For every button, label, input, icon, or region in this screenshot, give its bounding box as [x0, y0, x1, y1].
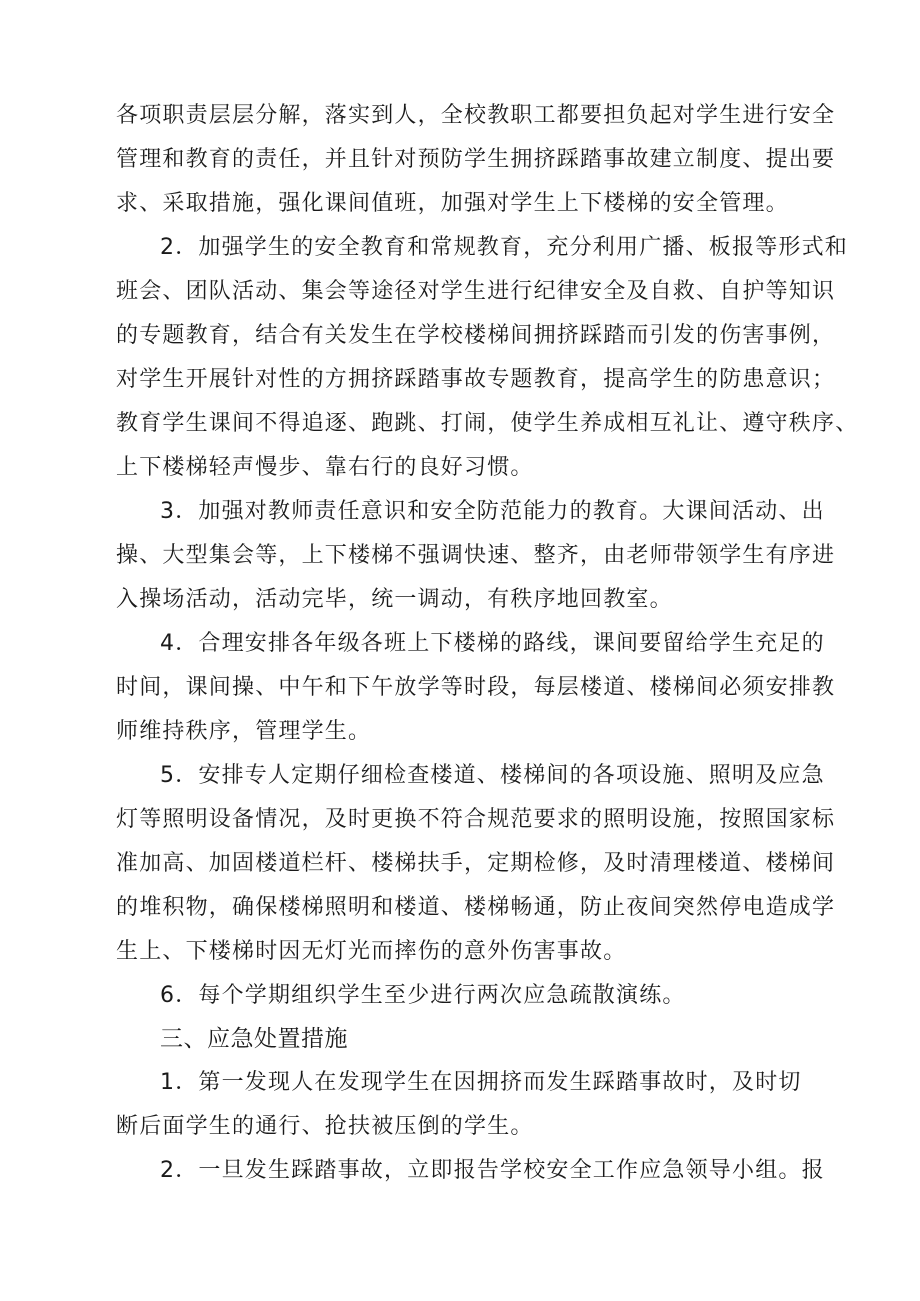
text-line: 1．第一发现人在发现学生在因拥挤而发生踩踏事故时，及时切	[160, 1070, 802, 1095]
text-line: 的专题教育，结合有关发生在学校楼梯间拥挤踩踏而引发的伤害事例，	[116, 323, 836, 348]
text-line: 准加高、加固楼道栏杆、楼梯扶手，定期检修，及时清理楼道、楼梯间	[116, 851, 836, 876]
text-line: 的堆积物，确保楼梯照明和楼道、楼梯畅通，防止夜间突然停电造成学	[116, 895, 836, 920]
text-line: 班会、团队活动、集会等途径对学生进行纪律安全及自救、自护等知识	[116, 279, 836, 304]
text-line: 对学生开展针对性的方拥挤踩踏事故专题教育，提高学生的防患意识；	[116, 367, 836, 392]
text-line: 上下楼梯轻声慢步、靠右行的良好习惯。	[116, 455, 534, 480]
text-line: 教育学生课间不得追逐、跑跳、打闹，使学生养成相互礼让、遵守秩序、	[116, 411, 859, 436]
text-line: 6．每个学期组织学生至少进行两次应急疏散演练。	[160, 983, 686, 1008]
text-line: 生上、下楼梯时因无灯光而摔伤的意外伤害事故。	[116, 939, 627, 964]
text-line: 5．安排专人定期仔细检查楼道、楼梯间的各项设施、照明及应急	[160, 763, 825, 788]
text-line: 入操场活动，活动完毕，统一调动，有秩序地回教室。	[116, 587, 673, 612]
text-line: 管理和教育的责任，并且针对预防学生拥挤踩踏事故建立制度、提出要	[116, 147, 836, 172]
text-line: 求、采取措施，强化课间值班，加强对学生上下楼梯的安全管理。	[116, 191, 789, 216]
text-line: 灯等照明设备情况，及时更换不符合规范要求的照明设施，按照国家标	[116, 807, 836, 832]
text-line: 3．加强对教师责任意识和安全防范能力的教育。大课间活动、出	[160, 499, 825, 524]
text-line: 2．一旦发生踩踏事故，立即报告学校安全工作应急领导小组。报	[160, 1158, 825, 1183]
text-line: 各项职责层层分解，落实到人，全校教职工都要担负起对学生进行安全	[116, 103, 836, 128]
text-line: 师维持秩序，管理学生。	[116, 719, 372, 744]
section-heading: 三、应急处置措施	[160, 1026, 348, 1052]
text-line: 4．合理安排各年级各班上下楼梯的路线，课间要留给学生充足的	[160, 631, 825, 656]
text-line: 操、大型集会等，上下楼梯不强调快速、整齐，由老师带领学生有序进	[116, 543, 836, 568]
text-line: 2．加强学生的安全教育和常规教育，充分利用广播、板报等形式和	[160, 235, 848, 260]
text-line: 时间，课间操、中午和下午放学等时段，每层楼道、楼梯间必须安排教	[116, 675, 836, 700]
text-line: 断后面学生的通行、抢扶被压倒的学生。	[116, 1114, 534, 1139]
